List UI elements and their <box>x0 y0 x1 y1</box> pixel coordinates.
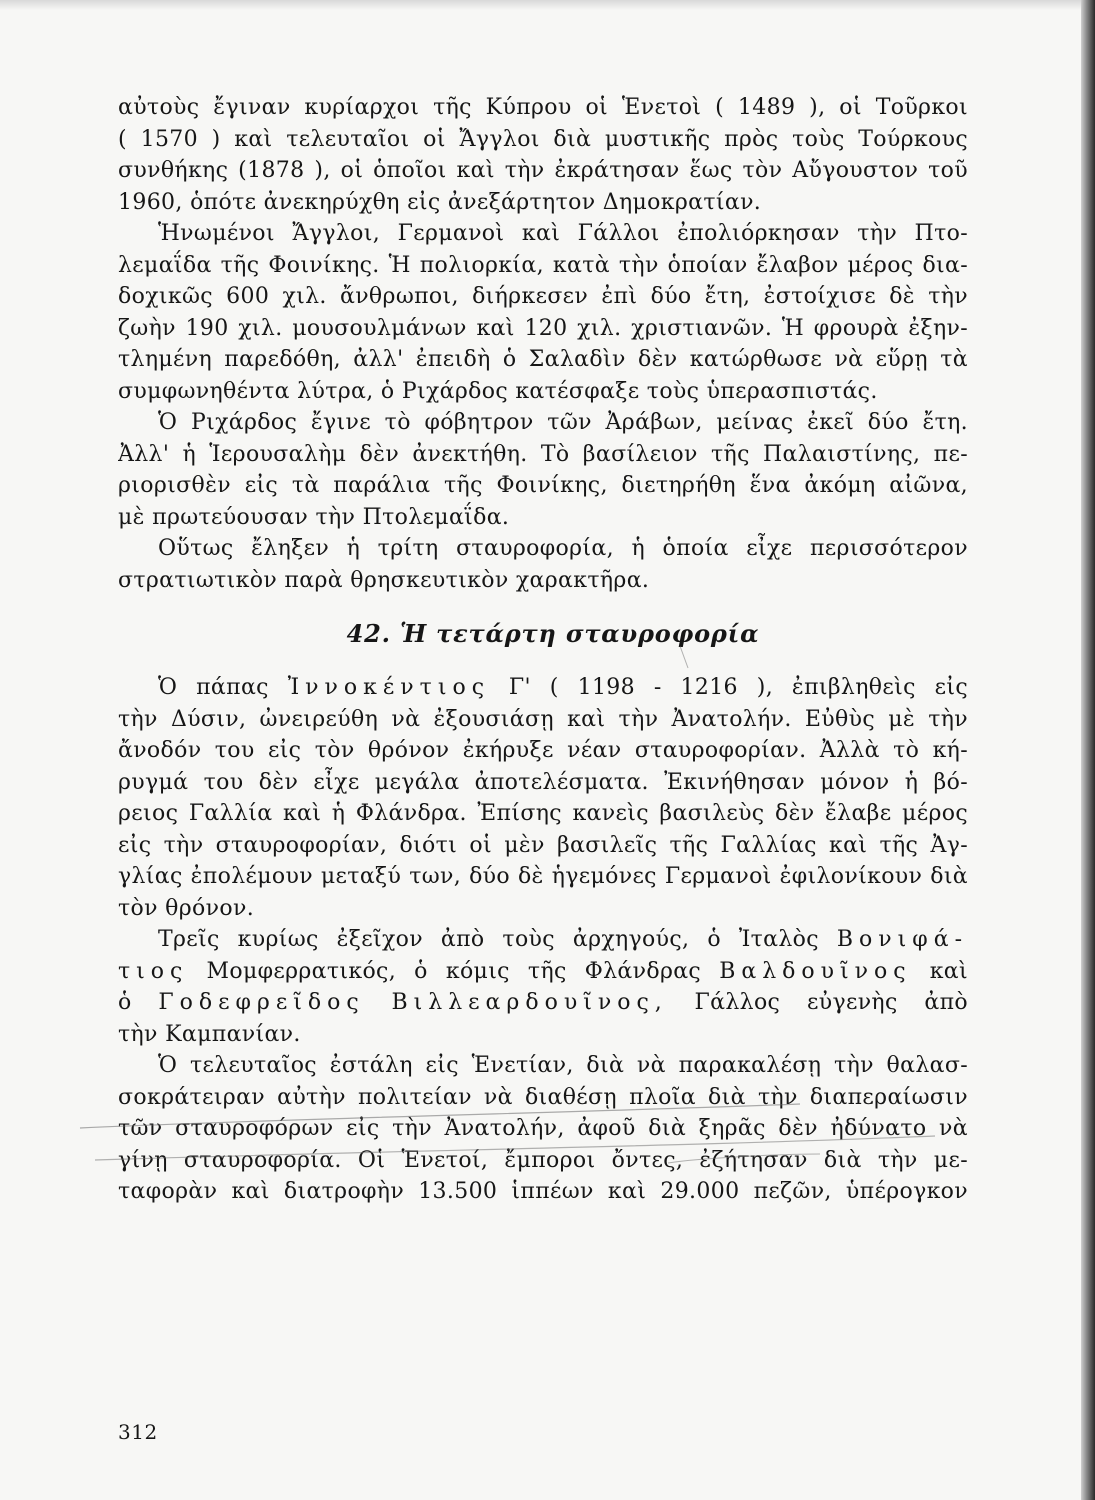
text-fragment: Γ' ( 1198 - 1216 ), ἐπιβληθεὶς εἰς <box>508 675 968 700</box>
scan-top-shadow <box>0 0 1095 10</box>
text-line: μὲ πρωτεύουσαν τὴν Πτολεμαΐδα. <box>118 504 510 530</box>
page-number: 312 <box>118 1420 158 1444</box>
text-line: τὴν Δύσιν, ὠνειρεύθη νὰ ἐξουσιάσῃ καὶ τὴν Ἀνατολήν. Εὐθὺς μὲ τὴν <box>118 706 968 732</box>
text-line: γίνῃ σταυροφορία. Οἱ Ἑνετοί, ἔμποροι ὄντες, ἐζήτησαν διὰ τὴν με- <box>118 1147 968 1173</box>
text-line <box>118 987 968 1019</box>
text-fragment: καὶ <box>929 958 968 984</box>
text-line: συνθήκης (1878 ), οἱ ὁποῖοι καὶ τὴν ἐκράτησαν ἕως τὸν Αὔγουστον τοῦ <box>118 158 968 183</box>
section-heading: 42. Ἡ τετάρτη σταυροφορία <box>346 619 760 648</box>
text-line: ρυγμά του δὲν εἶχε μεγάλα ἀποτελέσματα. Ἐκινήθησαν μόνον ἡ βό- <box>118 769 968 795</box>
text-line: Ὁ τελευταῖος ἐστάλη εἰς Ἑνετίαν, διὰ νὰ παρακαλέσῃ τὴν θαλασ- <box>158 1053 968 1078</box>
text-line: 1960, ὁπότε ἀνεκηρύχθη εἰς ἀνεξάρτητον Δημοκρατίαν. <box>118 189 762 215</box>
text-line <box>118 672 968 704</box>
text-line <box>118 924 968 956</box>
text-line: τὸν θρόνον. <box>118 895 255 921</box>
text-line: ριορισθὲν εἰς τὰ παράλια τῆς Φοινίκης, διετηρήθη ἕνα ἀκόμη αἰῶνα, <box>118 473 968 498</box>
text-line: ( 1570 ) καὶ τελευταῖοι οἱ Ἄγγλοι διὰ μυστικῆς πρὸς τοὺς Τούρκους <box>118 126 968 152</box>
paragraph-2 <box>118 218 968 407</box>
text-fragment: Τρεῖς κυρίως ἐξεῖχον ἀπὸ τοὺς ἀρχηγούς, ὁ Ἰταλὸς <box>158 927 819 952</box>
text-fragment: ὁ <box>118 990 132 1015</box>
spaced-name: Ἰννοκέντιος <box>287 675 491 700</box>
paragraph-6 <box>118 924 968 1050</box>
text-line: ταφορὰν καὶ διατροφὴν 13.500 ἱππέων καὶ 29.000 πεζῶν, ὑπέρογκον <box>118 1179 968 1204</box>
page-text <box>118 92 968 1208</box>
paragraph-7 <box>118 1050 968 1208</box>
text-line: λεμαΐδα τῆς Φοινίκης. Ἡ πολιορκία, κατὰ τὴν ὁποίαν ἔλαβον μέρος δια- <box>118 252 968 278</box>
spaced-name: Βαλδουῖνος <box>719 958 912 984</box>
text-fragment: Μομφερρατικός, ὁ κόμις τῆς Φλάνδρας <box>206 958 702 984</box>
text-line: εἰς τὴν σταυροφορίαν, διότι οἱ μὲν βασιλεῖς τῆς Γαλλίας καὶ τῆς Ἀγ- <box>118 832 968 858</box>
paragraph-3 <box>118 407 968 533</box>
text-line: στρατιωτικὸν παρὰ θρησκευτικὸν χαρακτῆρα. <box>118 567 650 593</box>
text-line: Οὕτως ἔληξεν ἡ τρίτη σταυροφορία, ἡ ὁποία εἶχε περισσότερον <box>158 536 968 561</box>
text-fragment: Γάλλος εὐγενὴς ἀπὸ <box>694 990 968 1015</box>
text-line: ἄνοδόν του εἰς τὸν θρόνον ἐκήρυξε νέαν σταυροφορίαν. Ἀλλὰ τὸ κή- <box>118 738 968 763</box>
text-line: Ἀλλ' ἡ Ἱερουσαλὴμ δὲν ἀνεκτήθη. Τὸ βασίλειον τῆς Παλαιστίνης, πε- <box>118 441 968 467</box>
spaced-name: Γοδεφρεῖδος <box>158 990 365 1015</box>
text-line: ρειος Γαλλία καὶ ἡ Φλάνδρα. Ἐπίσης κανεὶς βασιλεὺς δὲν ἔλαβε μέρος <box>118 801 968 826</box>
text-line: σοκράτειραν αὐτὴν πολιτείαν νὰ διαθέσῃ πλοῖα διὰ τὴν διαπεραίωσιν <box>118 1084 968 1110</box>
text-line: τλημένη παρεδόθη, ἀλλ' ἐπειδὴ ὁ Σαλαδὶν δὲν κατώρθωσε νὰ εὕρῃ τὰ <box>118 347 968 372</box>
text-line: αὐτοὺς ἔγιναν κυρίαρχοι τῆς Κύπρου οἱ Ἑνετοὶ ( 1489 ), οἱ Τοῦρκοι <box>118 95 968 120</box>
text-fragment: Ὁ πάπας <box>158 675 269 700</box>
text-line: τὴν Καμπανίαν. <box>118 1021 301 1047</box>
text-line: συμφωνηθέντα λύτρα, ὁ Ριχάρδος κατέσφαξε τοὺς ὑπερασπιστάς. <box>118 378 878 404</box>
paragraph-5 <box>118 672 968 924</box>
text-line: γλίας ἐπολέμουν μεταξύ των, δύο δὲ ἡγεμόνες Γερμανοὶ ἐφιλονίκουν διὰ <box>118 864 968 889</box>
text-line: ζωὴν 190 χιλ. μουσουλμάνων καὶ 120 χιλ. χριστιανῶν. Ἡ φρουρὰ ἐξην- <box>118 315 968 341</box>
paragraph-4 <box>118 533 968 596</box>
spaced-name: Βονιφά- <box>836 927 968 952</box>
text-line <box>118 956 968 988</box>
text-line: Ὁ Ριχάρδος ἔγινε τὸ φόβητρον τῶν Ἀράβων, μείνας ἐκεῖ δύο ἔτη. <box>158 410 968 435</box>
text-line: τῶν σταυροφόρων εἰς τὴν Ἀνατολήν, ἀφοῦ διὰ ξηρᾶς δὲν ἠδύνατο νὰ <box>118 1116 968 1141</box>
paragraph-1 <box>118 92 968 218</box>
spaced-name: τιος <box>118 958 189 984</box>
text-line: Ἡνωμένοι Ἄγγλοι, Γερμανοὶ καὶ Γάλλοι ἐπολιόρκησαν τὴν Πτο- <box>158 221 968 246</box>
spaced-name: Βιλλεαρδουῖνος, <box>391 990 668 1015</box>
text-line: δοχικῶς 600 χιλ. ἄνθρωποι, διήρκεσεν ἐπὶ δύο ἔτη, ἐστοίχισε δὲ τὴν <box>118 284 968 309</box>
page-edge-shadow <box>1081 0 1095 1500</box>
